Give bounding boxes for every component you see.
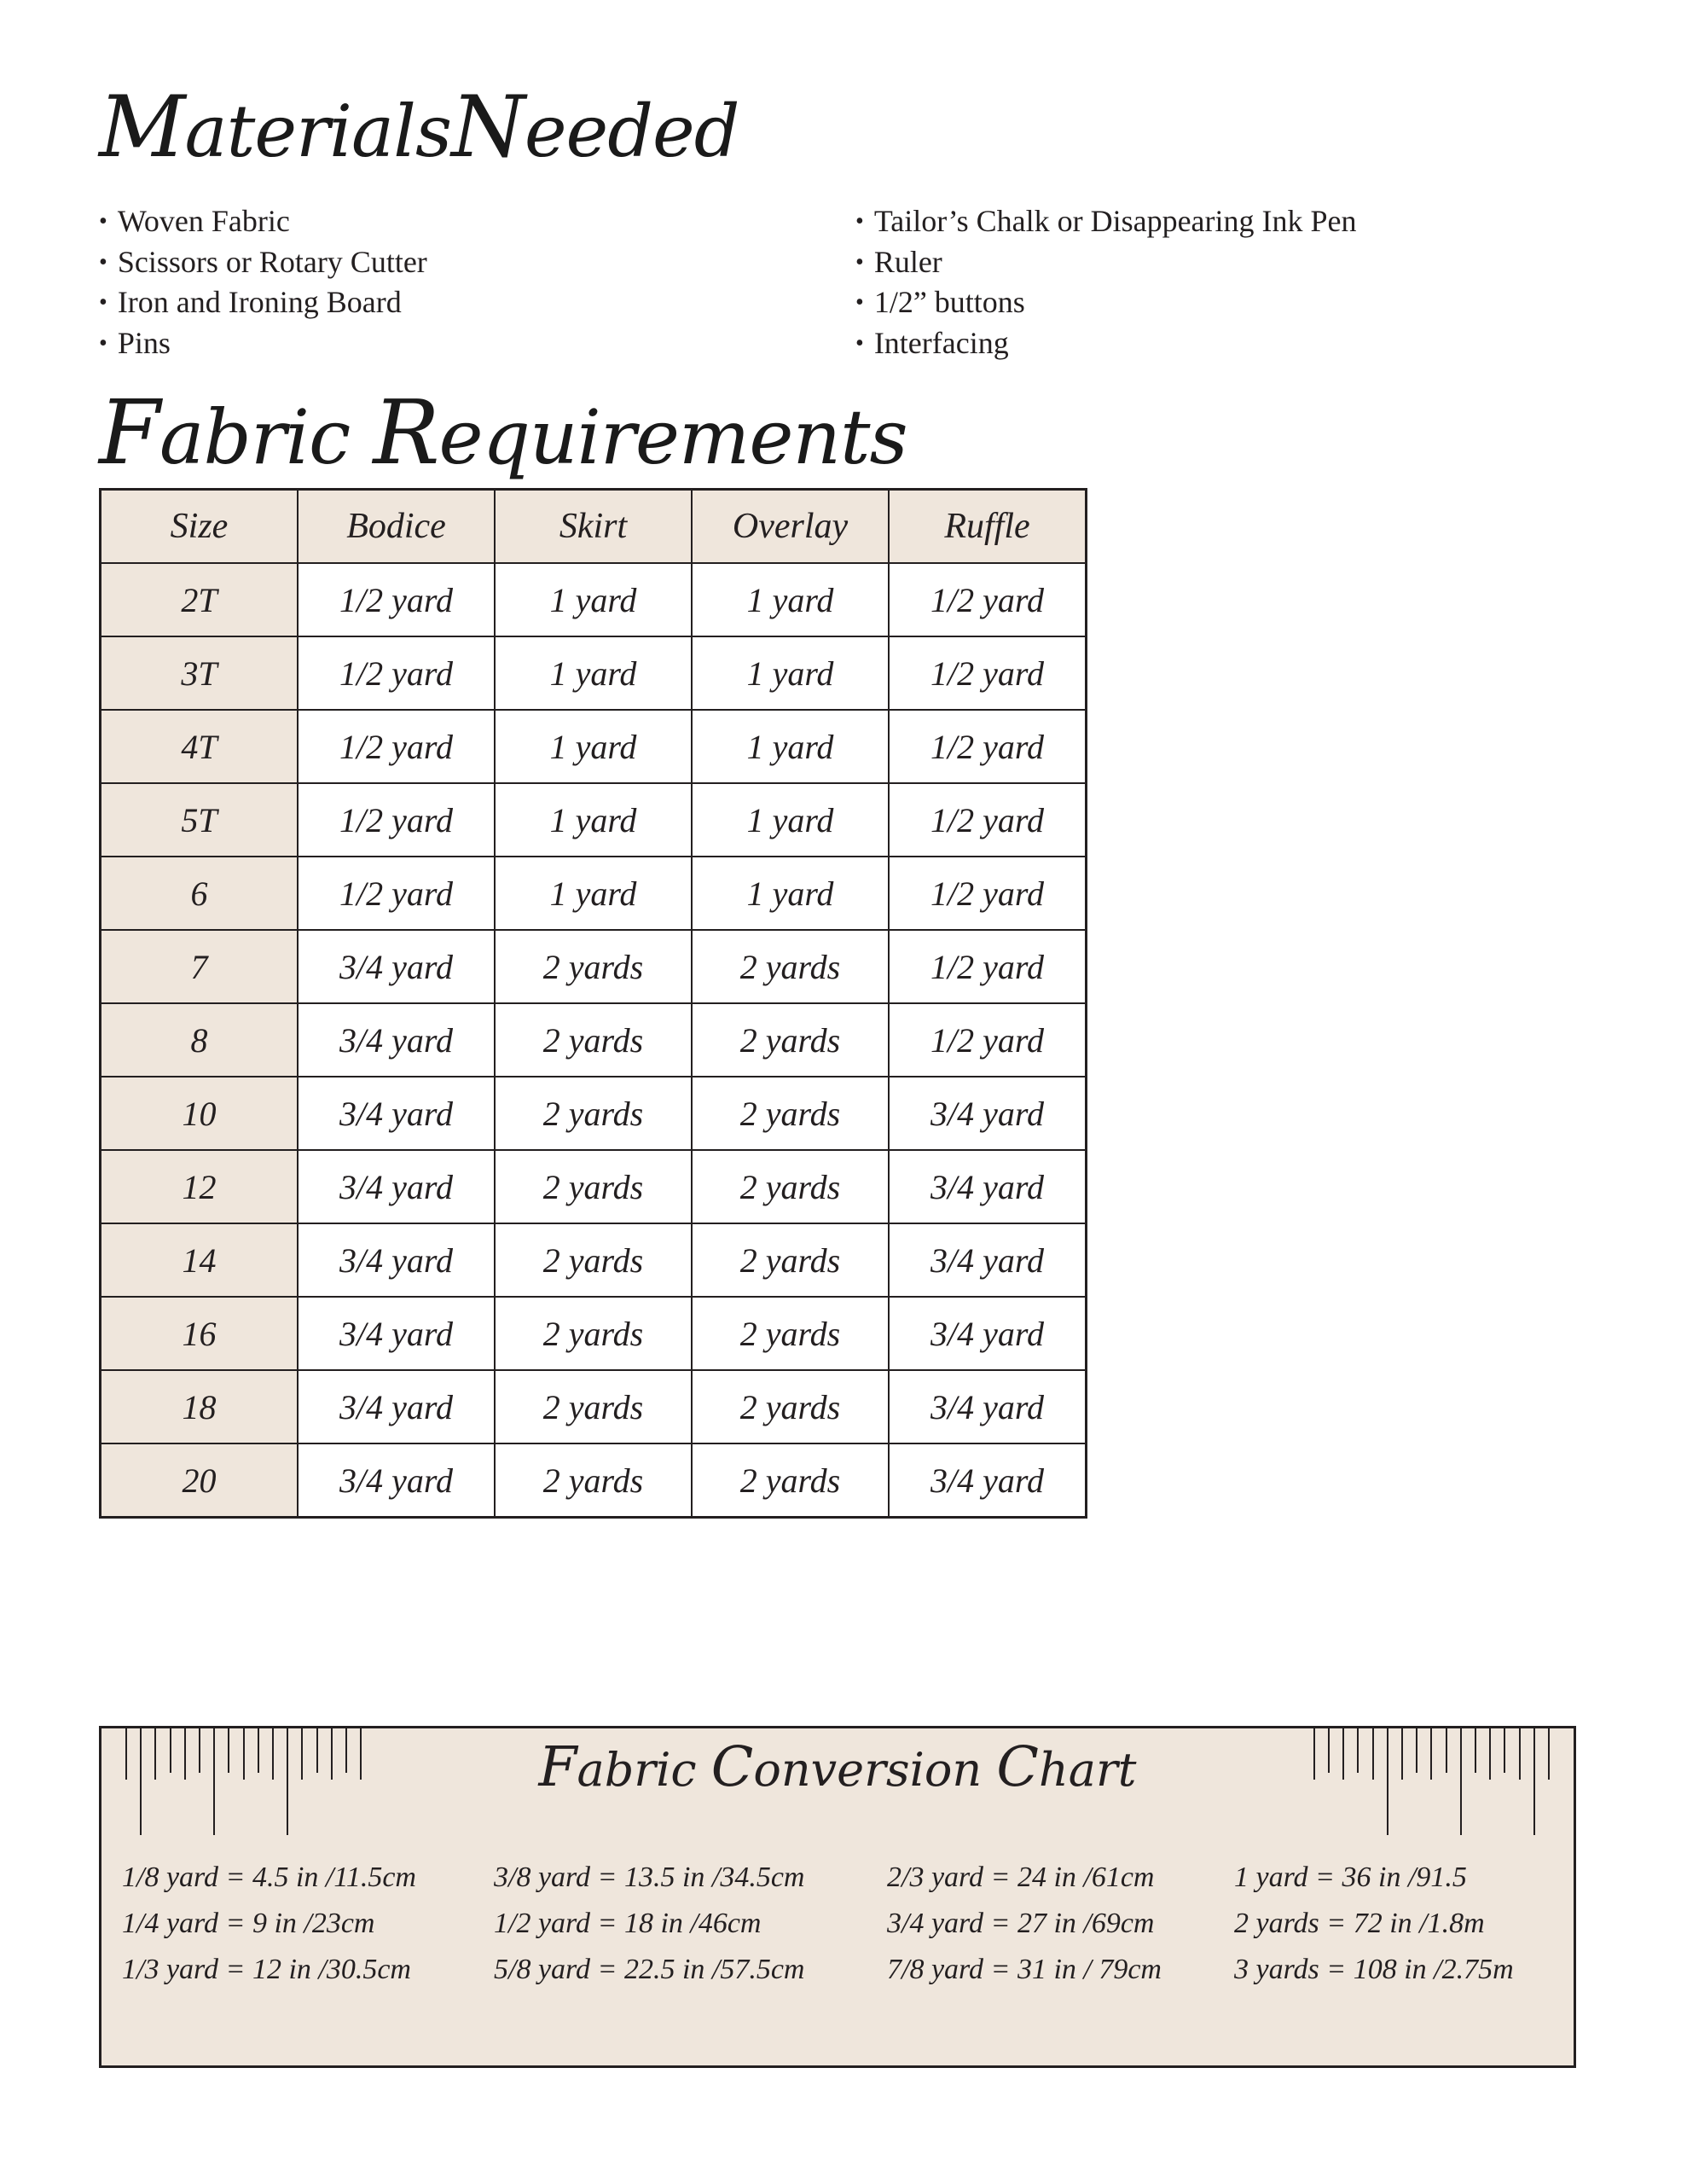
size-cell: 2T	[101, 563, 299, 636]
skirt-cell: 1 yard	[495, 857, 692, 930]
skirt-cell: 2 yards	[495, 1003, 692, 1077]
overlay-cell: 2 yards	[692, 1443, 889, 1518]
skirt-cell: 2 yards	[495, 1443, 692, 1518]
size-cell: 6	[101, 857, 299, 930]
ruffle-cell: 1/2 yard	[889, 930, 1087, 1003]
overlay-cell: 1 yard	[692, 783, 889, 857]
ruffle-cell: 3/4 yard	[889, 1077, 1087, 1150]
table-row	[101, 1003, 1087, 1077]
skirt-cell: 2 yards	[495, 930, 692, 1003]
table-row	[101, 710, 1087, 783]
skirt-cell: 1 yard	[495, 563, 692, 636]
conversion-entry: 2 yards = 72 in /1.8m	[1234, 1908, 1485, 1939]
size-cell: 10	[101, 1077, 299, 1150]
materials-item: • Iron and Ironing Board	[99, 282, 427, 323]
ruffle-cell: 1/2 yard	[889, 783, 1087, 857]
materials-item: • Woven Fabric	[99, 201, 427, 242]
materials-item: • Interfacing	[855, 323, 1357, 364]
ruffle-cell: 3/4 yard	[889, 1150, 1087, 1223]
ruffle-cell: 3/4 yard	[889, 1297, 1087, 1370]
table-row	[101, 1223, 1087, 1297]
conversion-column	[122, 1855, 416, 1993]
bodice-cell: 3/4 yard	[298, 1003, 495, 1077]
table-row	[101, 783, 1087, 857]
materials-item: • 1/2” buttons	[855, 282, 1357, 323]
conversion-entry: 3 yards = 108 in /2.75m	[1234, 1954, 1514, 1985]
skirt-cell: 2 yards	[495, 1150, 692, 1223]
ruffle-cell: 1/2 yard	[889, 563, 1087, 636]
skirt-cell: 2 yards	[495, 1370, 692, 1443]
overlay-cell: 2 yards	[692, 1297, 889, 1370]
bodice-cell: 1/2 yard	[298, 710, 495, 783]
size-cell: 5T	[101, 783, 299, 857]
conversion-entry: 3/4 yard = 27 in /69cm	[887, 1908, 1155, 1939]
conversion-entry: 5/8 yard = 22.5 in /57.5cm	[494, 1954, 805, 1985]
materials-list-right	[855, 201, 1357, 363]
conversion-entry: 1/2 yard = 18 in /46cm	[494, 1908, 762, 1939]
table-header-row	[101, 490, 1087, 564]
table-row	[101, 563, 1087, 636]
bodice-cell: 3/4 yard	[298, 930, 495, 1003]
size-cell: 14	[101, 1223, 299, 1297]
materials-item: • Ruler	[855, 242, 1357, 283]
table-row	[101, 1150, 1087, 1223]
conversion-column	[887, 1855, 1162, 1993]
table-row	[101, 636, 1087, 710]
overlay-cell: 2 yards	[692, 930, 889, 1003]
overlay-cell: 1 yard	[692, 563, 889, 636]
conversion-column	[494, 1855, 805, 1993]
skirt-cell: 2 yards	[495, 1223, 692, 1297]
bodice-cell: 3/4 yard	[298, 1370, 495, 1443]
table-row	[101, 1443, 1087, 1518]
fabric-requirements-title: Fabric Requirements	[99, 382, 907, 485]
conversion-entry: 3/8 yard = 13.5 in /34.5cm	[494, 1862, 805, 1893]
ruffle-cell: 1/2 yard	[889, 636, 1087, 710]
conversion-entry: 7/8 yard = 31 in / 79cm	[887, 1954, 1162, 1985]
bodice-cell: 1/2 yard	[298, 636, 495, 710]
bodice-cell: 3/4 yard	[298, 1223, 495, 1297]
overlay-cell: 2 yards	[692, 1370, 889, 1443]
materials-item: • Pins	[99, 323, 427, 364]
ruffle-cell: 3/4 yard	[889, 1223, 1087, 1297]
overlay-cell: 1 yard	[692, 636, 889, 710]
materials-needed-title: MaterialsNeeded	[99, 78, 739, 177]
skirt-cell: 1 yard	[495, 636, 692, 710]
overlay-cell: 2 yards	[692, 1077, 889, 1150]
size-cell: 18	[101, 1370, 299, 1443]
materials-list-left	[99, 201, 427, 363]
column-header-ruffle: Ruffle	[889, 490, 1087, 564]
skirt-cell: 2 yards	[495, 1077, 692, 1150]
conversion-entry: 1/8 yard = 4.5 in /11.5cm	[122, 1862, 416, 1893]
bodice-cell: 3/4 yard	[298, 1077, 495, 1150]
size-cell: 20	[101, 1443, 299, 1518]
conversion-chart-title: Fabric Conversion Chart	[538, 1735, 1137, 1799]
ruffle-cell: 1/2 yard	[889, 857, 1087, 930]
overlay-cell: 2 yards	[692, 1150, 889, 1223]
overlay-cell: 2 yards	[692, 1003, 889, 1077]
bodice-cell: 3/4 yard	[298, 1297, 495, 1370]
column-header-skirt: Skirt	[495, 490, 692, 564]
overlay-cell: 1 yard	[692, 857, 889, 930]
table-row	[101, 930, 1087, 1003]
skirt-cell: 1 yard	[495, 783, 692, 857]
ruffle-cell: 1/2 yard	[889, 1003, 1087, 1077]
size-cell: 12	[101, 1150, 299, 1223]
conversion-entry: 1/3 yard = 12 in /30.5cm	[122, 1954, 411, 1985]
column-header-overlay: Overlay	[692, 490, 889, 564]
ruffle-cell: 1/2 yard	[889, 710, 1087, 783]
bodice-cell: 3/4 yard	[298, 1150, 495, 1223]
bodice-cell: 3/4 yard	[298, 1443, 495, 1518]
table-row	[101, 1297, 1087, 1370]
ruffle-cell: 3/4 yard	[889, 1370, 1087, 1443]
fabric-conversion-chart	[99, 1726, 1576, 2068]
size-cell: 3T	[101, 636, 299, 710]
overlay-cell: 2 yards	[692, 1223, 889, 1297]
bodice-cell: 1/2 yard	[298, 857, 495, 930]
table-row	[101, 1077, 1087, 1150]
conversion-column	[1234, 1855, 1514, 1993]
fabric-requirements-table	[99, 488, 1087, 1519]
size-cell: 7	[101, 930, 299, 1003]
size-cell: 8	[101, 1003, 299, 1077]
skirt-cell: 2 yards	[495, 1297, 692, 1370]
overlay-cell: 1 yard	[692, 710, 889, 783]
column-header-bodice: Bodice	[298, 490, 495, 564]
skirt-cell: 1 yard	[495, 710, 692, 783]
column-header-size: Size	[101, 490, 299, 564]
size-cell: 16	[101, 1297, 299, 1370]
size-cell: 4T	[101, 710, 299, 783]
table-row	[101, 1370, 1087, 1443]
conversion-entry: 2/3 yard = 24 in /61cm	[887, 1862, 1155, 1893]
ruffle-cell: 3/4 yard	[889, 1443, 1087, 1518]
bodice-cell: 1/2 yard	[298, 563, 495, 636]
materials-item: • Scissors or Rotary Cutter	[99, 242, 427, 283]
bodice-cell: 1/2 yard	[298, 783, 495, 857]
materials-item: • Tailor’s Chalk or Disappearing Ink Pen	[855, 201, 1357, 242]
conversion-entry: 1 yard = 36 in /91.5	[1234, 1862, 1467, 1893]
table-row	[101, 857, 1087, 930]
conversion-entry: 1/4 yard = 9 in /23cm	[122, 1908, 375, 1939]
